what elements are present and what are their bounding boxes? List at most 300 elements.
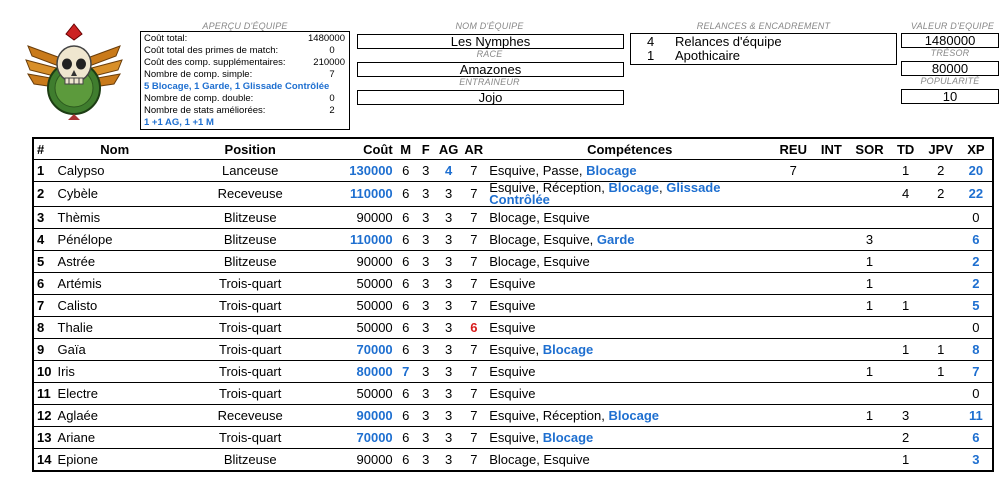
- player-reu: [773, 449, 813, 472]
- player-stat-m: 6: [396, 317, 416, 339]
- player-stat-ar: 7: [461, 427, 486, 449]
- player-stat-f: 3: [416, 295, 436, 317]
- player-stat-m: 7: [396, 361, 416, 383]
- popularite-caption: POPULARITÉ: [920, 76, 980, 86]
- apercu-stat-list: 1 +1 AG, 1 +1 M: [144, 117, 214, 128]
- player-jpv: [922, 251, 960, 273]
- player-xp: 0: [960, 383, 993, 405]
- player-stat-ar: 7: [461, 339, 486, 361]
- player-int: [813, 317, 849, 339]
- skill-text: Esquive: [489, 319, 536, 335]
- skill-text: Esquive,: [489, 429, 543, 445]
- skill-text: Esquive, Réception,: [489, 180, 609, 195]
- player-xp: 5: [960, 295, 993, 317]
- player-skills: [486, 229, 773, 251]
- player-name: Cybèle: [55, 182, 175, 207]
- player-stat-ar: 7: [461, 383, 486, 405]
- player-reu: [773, 405, 813, 427]
- roster-row[interactable]: [33, 229, 993, 251]
- col-ag-header: AG: [436, 138, 462, 160]
- skill-acquired: Blocage: [542, 341, 594, 357]
- player-cost: 110000: [325, 229, 395, 251]
- player-reu: [773, 207, 813, 229]
- roster-row[interactable]: [33, 251, 993, 273]
- apercu-row: [144, 81, 345, 93]
- col-f-header: F: [416, 138, 436, 160]
- valeur-caption: VALEUR D'EQUIPE: [910, 21, 995, 31]
- player-xp: 0: [960, 317, 993, 339]
- player-stat-ag: 3: [436, 317, 462, 339]
- player-position: Trois-quart: [175, 295, 326, 317]
- banner-tip-icon: [68, 114, 80, 120]
- relances-count: 4: [647, 34, 655, 49]
- player-int: [813, 361, 849, 383]
- player-stat-ag: 3: [436, 449, 462, 472]
- player-number: 3: [33, 207, 55, 229]
- col-xp-header: XP: [960, 138, 993, 160]
- player-jpv: [922, 449, 960, 472]
- player-reu: [773, 383, 813, 405]
- player-sor: 1: [849, 405, 889, 427]
- player-stat-f: 3: [416, 449, 436, 472]
- player-td: [890, 273, 922, 295]
- player-number: 10: [33, 361, 55, 383]
- col-td-header: TD: [890, 138, 922, 160]
- player-cost: 50000: [325, 383, 395, 405]
- roster-row[interactable]: [33, 317, 993, 339]
- player-reu: [773, 273, 813, 295]
- player-number: 9: [33, 339, 55, 361]
- player-td: [890, 251, 922, 273]
- player-skills: [486, 449, 773, 472]
- player-stat-f: 3: [416, 251, 436, 273]
- player-td: [890, 383, 922, 405]
- player-number: 12: [33, 405, 55, 427]
- apercu-value: 210000: [313, 57, 345, 68]
- player-stat-m: 6: [396, 449, 416, 472]
- player-td: 1: [890, 160, 922, 182]
- player-skills: [486, 361, 773, 383]
- player-skills: [486, 251, 773, 273]
- player-number: 11: [33, 383, 55, 405]
- player-jpv: 1: [922, 339, 960, 361]
- player-sor: [849, 182, 889, 207]
- col-reu-header: REU: [773, 138, 813, 160]
- player-name: Thalie: [55, 317, 175, 339]
- player-number: 8: [33, 317, 55, 339]
- player-reu: [773, 251, 813, 273]
- player-stat-ag: 3: [436, 182, 462, 207]
- player-stat-m: 6: [396, 339, 416, 361]
- player-stat-m: 6: [396, 229, 416, 251]
- valeur-field[interactable]: 1480000: [901, 33, 999, 48]
- player-sor: 1: [849, 273, 889, 295]
- player-stat-f: 3: [416, 207, 436, 229]
- roster-table: [32, 137, 994, 472]
- player-skills: [486, 383, 773, 405]
- player-int: [813, 182, 849, 207]
- player-jpv: 2: [922, 182, 960, 207]
- player-stat-m: 6: [396, 427, 416, 449]
- player-xp: 7: [960, 361, 993, 383]
- player-stat-ar: 7: [461, 160, 486, 182]
- skill-acquired: Blocage: [542, 429, 594, 445]
- player-jpv: [922, 295, 960, 317]
- player-number: 2: [33, 182, 55, 207]
- player-reu: [773, 229, 813, 251]
- player-sor: [849, 383, 889, 405]
- player-jpv: [922, 405, 960, 427]
- player-position: Blitzeuse: [175, 449, 326, 472]
- team-logo: [24, 20, 124, 122]
- skill-text: Esquive: [489, 385, 536, 401]
- player-reu: [773, 427, 813, 449]
- player-reu: [773, 295, 813, 317]
- player-int: [813, 449, 849, 472]
- player-name: Aglaée: [55, 405, 175, 427]
- apercu-value: 0: [329, 93, 335, 104]
- coach-field[interactable]: Jojo: [357, 90, 624, 105]
- player-xp: 22: [960, 182, 993, 207]
- skill-text: Blocage, Esquive,: [489, 231, 597, 247]
- player-position: Blitzeuse: [175, 251, 326, 273]
- player-stat-f: 3: [416, 405, 436, 427]
- player-jpv: [922, 383, 960, 405]
- player-stat-f: 3: [416, 383, 436, 405]
- apercu-skill-list: 5 Blocage, 1 Garde, 1 Glissade Contrôlée: [144, 81, 330, 92]
- player-sor: 3: [849, 229, 889, 251]
- apercu-row: [144, 93, 345, 105]
- apercu-value: 2: [329, 105, 335, 116]
- player-sor: [849, 160, 889, 182]
- player-stat-ar: 7: [461, 361, 486, 383]
- player-int: [813, 383, 849, 405]
- relances-row: [647, 35, 896, 49]
- player-int: [813, 405, 849, 427]
- player-jpv: 1: [922, 361, 960, 383]
- col-competences-header: Compétences: [486, 138, 773, 160]
- player-reu: [773, 182, 813, 207]
- player-skills: [486, 182, 773, 207]
- player-number: 4: [33, 229, 55, 251]
- skill-acquired: Glissade Contrôlée: [489, 180, 721, 207]
- relances-row: [647, 49, 896, 63]
- col-m-header: M: [396, 138, 416, 160]
- player-cost: 90000: [325, 207, 395, 229]
- player-sor: 1: [849, 295, 889, 317]
- player-skills: [486, 427, 773, 449]
- player-cost: 90000: [325, 449, 395, 472]
- player-stat-f: 3: [416, 317, 436, 339]
- player-cost: 90000: [325, 405, 395, 427]
- player-name: Epione: [55, 449, 175, 472]
- player-stat-ag: 3: [436, 251, 462, 273]
- skill-text: ,: [659, 180, 667, 195]
- player-stat-f: 3: [416, 339, 436, 361]
- player-name: Pénélope: [55, 229, 175, 251]
- player-stat-ag: 3: [436, 383, 462, 405]
- player-reu: [773, 317, 813, 339]
- skill-text: Esquive: [489, 275, 536, 291]
- player-td: [890, 207, 922, 229]
- player-td: 1: [890, 339, 922, 361]
- roster-row[interactable]: [33, 449, 993, 472]
- player-stat-ag: 3: [436, 361, 462, 383]
- player-skills: [486, 339, 773, 361]
- player-jpv: [922, 229, 960, 251]
- player-skills: [486, 273, 773, 295]
- player-name: Electre: [55, 383, 175, 405]
- relances-count: 1: [647, 48, 655, 63]
- player-skills: [486, 160, 773, 182]
- player-position: Trois-quart: [175, 383, 326, 405]
- apercu-label: Nombre de comp. simple:: [144, 69, 253, 80]
- player-stat-ar: 7: [461, 251, 486, 273]
- player-int: [813, 339, 849, 361]
- player-stat-m: 6: [396, 182, 416, 207]
- coach-caption: ENTRAINEUR: [459, 77, 520, 87]
- player-sor: [849, 427, 889, 449]
- player-stat-ag: 3: [436, 229, 462, 251]
- roster-row[interactable]: [33, 207, 993, 229]
- player-number: 14: [33, 449, 55, 472]
- player-stat-ag: 4: [436, 160, 462, 182]
- player-sor: [849, 339, 889, 361]
- player-position: Trois-quart: [175, 273, 326, 295]
- skill-acquired: Blocage: [608, 180, 660, 195]
- player-name: Ariane: [55, 427, 175, 449]
- player-skills: [486, 295, 773, 317]
- player-td: [890, 361, 922, 383]
- player-stat-m: 6: [396, 405, 416, 427]
- player-name: Calisto: [55, 295, 175, 317]
- player-jpv: [922, 207, 960, 229]
- apercu-value: 0: [329, 45, 335, 56]
- skill-acquired: Garde: [596, 231, 635, 247]
- apercu-label: Coût total des primes de match:: [144, 45, 279, 56]
- player-stat-ar: 7: [461, 229, 486, 251]
- relances-label: Relances d'équipe: [675, 34, 782, 49]
- player-td: [890, 229, 922, 251]
- roster-row[interactable]: [33, 405, 993, 427]
- player-cost: 70000: [325, 339, 395, 361]
- col-sor-header: SOR: [849, 138, 889, 160]
- player-xp: 2: [960, 251, 993, 273]
- apercu-row: [144, 33, 345, 45]
- player-position: Trois-quart: [175, 317, 326, 339]
- skill-acquired: Blocage: [608, 407, 660, 423]
- skill-text: Blocage, Esquive: [489, 209, 590, 225]
- player-number: 1: [33, 160, 55, 182]
- player-stat-ar: 7: [461, 449, 486, 472]
- player-sor: [849, 317, 889, 339]
- player-cost: 90000: [325, 251, 395, 273]
- apercu-label: Nombre de stats améliorées:: [144, 105, 266, 116]
- roster-row[interactable]: [33, 295, 993, 317]
- player-stat-ar: 7: [461, 295, 486, 317]
- tresor-caption: TRÉSOR: [930, 48, 970, 58]
- player-sor: [849, 449, 889, 472]
- player-td: [890, 317, 922, 339]
- roster-row[interactable]: [33, 160, 993, 182]
- player-int: [813, 229, 849, 251]
- player-jpv: [922, 427, 960, 449]
- player-stat-ag: 3: [436, 405, 462, 427]
- player-stat-m: 6: [396, 207, 416, 229]
- team-name-field[interactable]: Les Nymphes: [357, 34, 624, 49]
- col-nom-header: Nom: [55, 138, 175, 160]
- player-stat-ag: 3: [436, 273, 462, 295]
- roster-row[interactable]: [33, 182, 993, 207]
- player-td: 4: [890, 182, 922, 207]
- player-cost: 110000: [325, 182, 395, 207]
- player-number: 13: [33, 427, 55, 449]
- player-reu: 7: [773, 160, 813, 182]
- skill-acquired: Blocage: [586, 162, 637, 178]
- player-int: [813, 427, 849, 449]
- roster-row[interactable]: [33, 339, 993, 361]
- player-stat-ag: 3: [436, 339, 462, 361]
- player-xp: 3: [960, 449, 993, 472]
- player-xp: 2: [960, 273, 993, 295]
- roster-row[interactable]: [33, 383, 993, 405]
- col-int-header: INT: [813, 138, 849, 160]
- player-td: 1: [890, 295, 922, 317]
- skill-text: Esquive: [489, 297, 536, 313]
- player-stat-ag: 3: [436, 427, 462, 449]
- relances-panel: [630, 33, 897, 65]
- player-position: Trois-quart: [175, 427, 326, 449]
- player-stat-f: 3: [416, 273, 436, 295]
- player-stat-m: 6: [396, 251, 416, 273]
- apercu-row: [144, 69, 345, 81]
- player-td: 1: [890, 449, 922, 472]
- player-xp: 0: [960, 207, 993, 229]
- player-number: 5: [33, 251, 55, 273]
- player-reu: [773, 339, 813, 361]
- player-int: [813, 207, 849, 229]
- apercu-panel: [140, 31, 350, 130]
- apercu-label: Coût total:: [144, 33, 188, 44]
- player-td: 3: [890, 405, 922, 427]
- apercu-row: [144, 105, 345, 117]
- player-stat-ar: 6: [461, 317, 486, 339]
- apercu-caption: APERÇU D'ÉQUIPE: [202, 21, 288, 31]
- player-xp: 8: [960, 339, 993, 361]
- player-jpv: 2: [922, 160, 960, 182]
- player-cost: 80000: [325, 361, 395, 383]
- crest-icon: [66, 24, 82, 40]
- col-jpv-header: JPV: [922, 138, 960, 160]
- player-jpv: [922, 317, 960, 339]
- skill-text: Esquive: [489, 363, 536, 379]
- player-position: Receveuse: [175, 405, 326, 427]
- player-stat-f: 3: [416, 160, 436, 182]
- col-cout-header: Coût: [325, 138, 395, 160]
- roster-row[interactable]: [33, 361, 993, 383]
- player-xp: 11: [960, 405, 993, 427]
- player-cost: 130000: [325, 160, 395, 182]
- player-position: Trois-quart: [175, 361, 326, 383]
- player-int: [813, 251, 849, 273]
- col-ar-header: AR: [461, 138, 486, 160]
- skill-text: Esquive,: [489, 341, 543, 357]
- player-xp: 6: [960, 427, 993, 449]
- player-sor: 1: [849, 361, 889, 383]
- player-jpv: [922, 273, 960, 295]
- player-name: Iris: [55, 361, 175, 383]
- apercu-row: [144, 45, 345, 57]
- skill-text: Esquive, Passe,: [489, 162, 587, 178]
- player-stat-ag: 3: [436, 295, 462, 317]
- player-skills: [486, 405, 773, 427]
- race-caption: RACE: [476, 49, 503, 59]
- apercu-value: 7: [329, 69, 335, 80]
- player-stat-ar: 7: [461, 207, 486, 229]
- player-name: Thèmis: [55, 207, 175, 229]
- player-stat-ar: 7: [461, 405, 486, 427]
- player-cost: 50000: [325, 295, 395, 317]
- skill-text: Blocage, Esquive: [489, 451, 590, 467]
- player-stat-m: 6: [396, 295, 416, 317]
- player-cost: 70000: [325, 427, 395, 449]
- player-skills: [486, 317, 773, 339]
- relances-caption: RELANCES & ENCADREMENT: [696, 21, 831, 31]
- apercu-row: [144, 57, 345, 69]
- player-name: Astrée: [55, 251, 175, 273]
- player-int: [813, 160, 849, 182]
- player-stat-f: 3: [416, 361, 436, 383]
- tresor-field[interactable]: 80000: [901, 61, 999, 76]
- popularite-field[interactable]: 10: [901, 89, 999, 104]
- player-position: Blitzeuse: [175, 207, 326, 229]
- player-cost: 50000: [325, 317, 395, 339]
- skill-text: Esquive, Réception,: [489, 407, 609, 423]
- roster-header-row: [33, 138, 993, 160]
- player-position: Blitzeuse: [175, 229, 326, 251]
- player-skills: [486, 207, 773, 229]
- player-xp: 20: [960, 160, 993, 182]
- player-stat-ag: 3: [436, 207, 462, 229]
- skill-text: Blocage, Esquive: [489, 253, 590, 269]
- apercu-row: [144, 117, 345, 129]
- team-name-caption: NOM D'ÉQUIPE: [455, 21, 524, 31]
- player-sor: [849, 207, 889, 229]
- player-stat-m: 6: [396, 160, 416, 182]
- player-number: 6: [33, 273, 55, 295]
- race-field[interactable]: Amazones: [357, 62, 624, 77]
- relances-label: Apothicaire: [675, 48, 741, 63]
- apercu-label: Nombre de comp. double:: [144, 93, 254, 104]
- player-stat-ar: 7: [461, 273, 486, 295]
- player-position: Lanceuse: [175, 160, 326, 182]
- player-position: Trois-quart: [175, 339, 326, 361]
- player-name: Gaïa: [55, 339, 175, 361]
- col-position-header: Position: [175, 138, 326, 160]
- player-stat-f: 3: [416, 229, 436, 251]
- apercu-value: 1480000: [308, 33, 345, 44]
- player-stat-m: 6: [396, 383, 416, 405]
- player-stat-m: 6: [396, 273, 416, 295]
- player-stat-f: 3: [416, 427, 436, 449]
- roster-row[interactable]: [33, 273, 993, 295]
- roster-body: [33, 160, 993, 472]
- player-stat-f: 3: [416, 182, 436, 207]
- player-int: [813, 273, 849, 295]
- player-number: 7: [33, 295, 55, 317]
- roster-row[interactable]: [33, 427, 993, 449]
- player-stat-ar: 7: [461, 182, 486, 207]
